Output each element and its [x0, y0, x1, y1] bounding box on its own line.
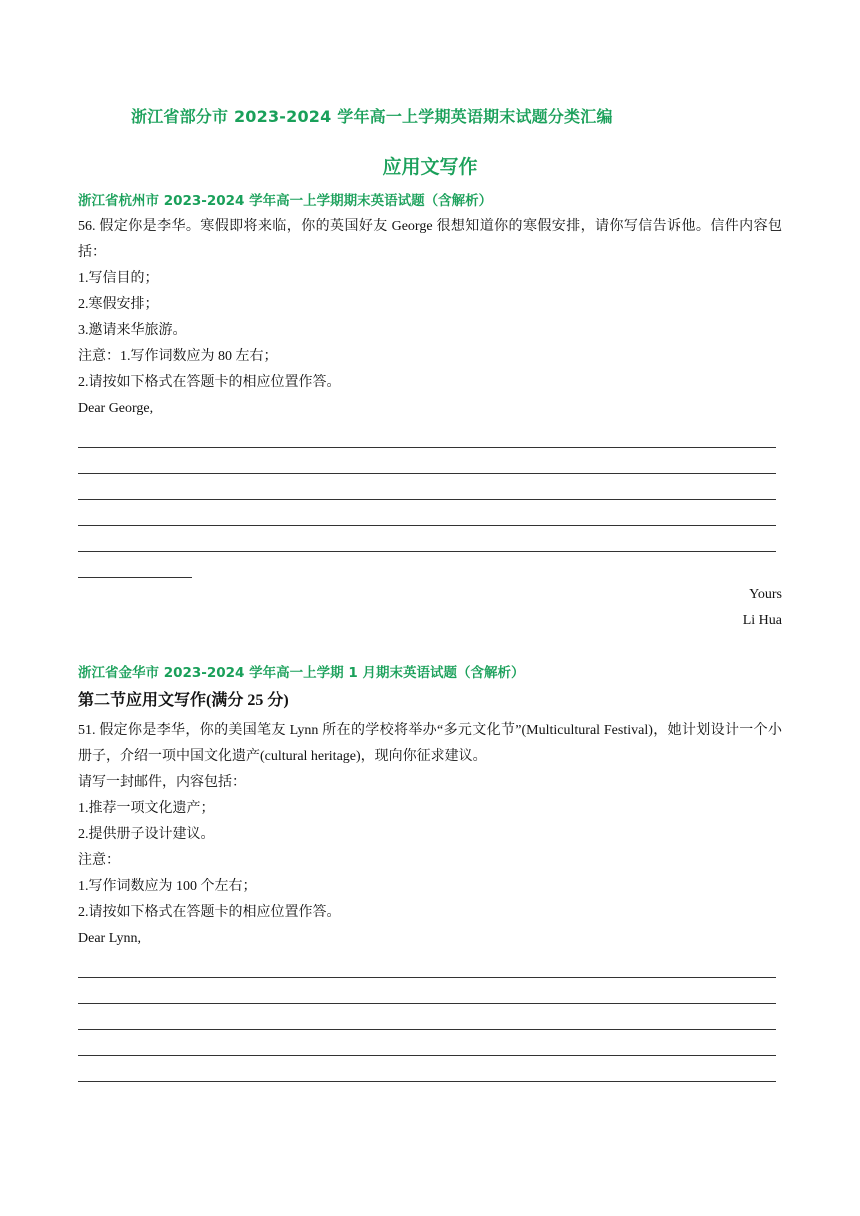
question-text: 51. 假定你是李华，你的美国笔友 Lynn 所在的学校将举办“多元文化节”(Multicultural Festival)，她计划设计一个小册子，介绍一项中国文化遗产(cultural heritage)，现向你征求建议。: [78, 723, 782, 764]
section-source: 浙江省金华市 2023-2024 学年高一上学期 1 月期末英语试题（含解析）: [78, 665, 525, 681]
answer-line[interactable]: [78, 952, 776, 978]
document-subtitle: 应用文写作: [382, 156, 478, 178]
letter-signature: Li Hua: [742, 613, 782, 628]
content-point: 3.邀请来华旅游。: [78, 323, 187, 338]
section-hangzhou: [78, 188, 782, 634]
intro-line: 请写一封邮件，内容包括：: [78, 775, 246, 790]
answer-line[interactable]: [78, 1030, 776, 1056]
answer-line[interactable]: [78, 448, 776, 474]
content-point: 2.提供册子设计建议。: [78, 827, 215, 842]
section-jinhua: [78, 660, 782, 1082]
note-line: 注意：1.写作词数应为 80 左右；: [78, 349, 278, 364]
answer-line[interactable]: [78, 422, 776, 448]
answer-line[interactable]: [78, 978, 776, 1004]
question-text: 56. 假定你是李华。寒假即将来临，你的英国好友 George 很想知道你的寒假安排，请你写信告诉他。信件内容包括：: [78, 219, 782, 260]
document-title: 浙江省部分市 2023-2024 学年高一上学期英语期末试题分类汇编: [131, 107, 613, 126]
answer-line[interactable]: [78, 1056, 776, 1082]
content-point: 2.寒假安排；: [78, 297, 159, 312]
content-point: 1.推荐一项文化遗产；: [78, 801, 215, 816]
note-line: 2.请按如下格式在答题卡的相应位置作答。: [78, 375, 341, 390]
section-heading: 第二节应用文写作(满分 25 分): [78, 692, 289, 709]
content-point: 1.写信目的；: [78, 271, 159, 286]
section-source: 浙江省杭州市 2023-2024 学年高一上学期期末英语试题（含解析）: [78, 193, 493, 209]
note-line: 1.写作词数应为 100 个左右；: [78, 879, 257, 894]
letter-salutation: Dear Lynn,: [78, 931, 141, 946]
note-line: 2.请按如下格式在答题卡的相应位置作答。: [78, 905, 341, 920]
answer-line[interactable]: [78, 526, 776, 552]
answer-line[interactable]: [78, 1004, 776, 1030]
note-line: 注意：: [78, 853, 120, 868]
answer-line[interactable]: [78, 474, 776, 500]
letter-closing: Yours: [749, 587, 782, 602]
answer-line[interactable]: [78, 500, 776, 526]
answer-line-short[interactable]: [78, 552, 192, 578]
letter-salutation: Dear George,: [78, 401, 154, 416]
